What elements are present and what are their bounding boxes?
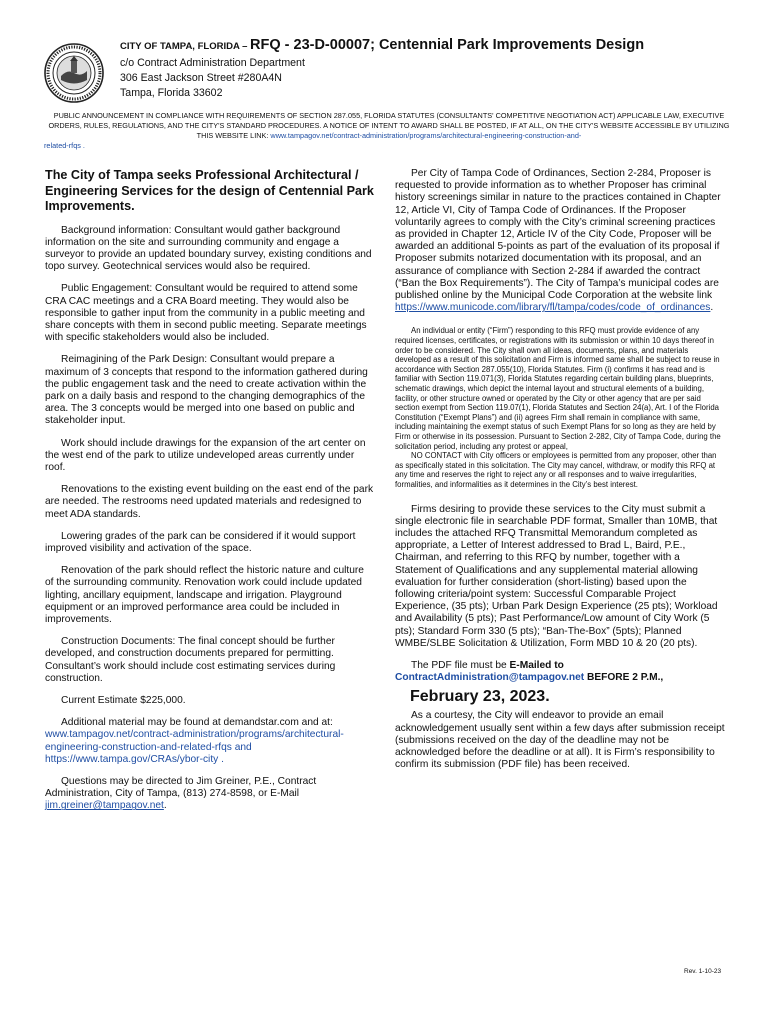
municode-link[interactable]: https://www.municode.com/library/fl/tampa/codes/code_of_ordinances <box>395 302 711 314</box>
ordinance-end: . <box>710 302 714 314</box>
fine-print-2: NO CONTACT with City officers or employees is permitted from any proposer, other than as specifically stated in this solicitation. The City may cancel, withdraw, or modify this RFQ at any time and reserves the right to reject any or all responses and to waive irregularities, formalities, and informalities as it determines in the City’s best interest. <box>395 451 717 489</box>
deadline-time: BEFORE 2 P.M., <box>584 672 664 684</box>
engagement-paragraph: Public Engagement: Consultant would be required to attend some CRA CAC meetings and a CRA Board meeting. They would also be responsible to gather input from the community in a public meeting and share concepts with them in second public meeting. Separate meetings with specific stakeholders would also be included. <box>45 283 367 344</box>
fine-print-1: An individual or entity (“Firm”) responding to this RFQ must provide evidence of any required licenses, certificates, or registrations with its submission or within 10 days thereof in order to be considered. The City shall own all ideas, documents, plans, and materials developed as a result of this solicitation and Firm is informed same shall be subject to reuse in accordance with Section 287.055(10), Florida Statutes. Firm (i) confirms it has read and is familiar with Section 119.071(3), Florida Statutes regarding certain building plans, blueprints, schematic drawings, which depict the internal layout and structural elements of a building, facility, or other structure owned or operated by the City or other agency that are per said section exempt from Section 119.07(1), Florida Statutes and Section 24(a), Art. I of the Florida Constitution (“Exempt Plans”) and (ii) agrees Firm shall remain in compliance with same, including maintaining the exempt status of such Exempt Plans for so long as they are held by Firm or otherwise in its possession. Pursuant to Section 2-282, City of Tampa Code, during the solicitation period, including any protest or appeal, <box>395 326 721 451</box>
fine-print <box>395 326 725 489</box>
additional-text: Additional material may be found at demandstar.com and at: <box>61 717 333 729</box>
ordinance-text: Per City of Tampa Code of Ordinances, Section 2-284, Proposer is requested to provide information as to whether Proposer has criminal history screenings similar in nature to the practices contained in Chapter 12, Article VI, City of Tampa Code of Ordinances. If the Proposer voluntarily agrees to comply with the City’s criminal screening practices as provided in Chapter 12, Article IV of the City Code, Proposer will be awarded an additional 5-points as part of the evaluation of its proposal if Proposer submits notarized documentation with its proposal, and an assurance of compliance with Section 2-284 if awarded the contract (“Ban the Box Requirements”). The City of Tampa’s municipal codes are published online by the Municipal Code Corporation at the website link <box>395 168 721 302</box>
notice-link[interactable]: www.tampagov.net/contract-administration/programs/architectural-engineering-construction-and- <box>270 131 582 140</box>
questions-paragraph <box>45 776 375 813</box>
city-seal-icon <box>44 43 104 103</box>
questions-end: . <box>163 800 167 812</box>
submission-paragraph: Firms desiring to provide these services to the City must submit a single electronic file in searchable PDF format, Smaller than 10MB, that includes the attached RFQ Transmittal Memorandum completed as appropriate, a Letter of Interest addressed to Brad L, Baird, P.E., Chairman, and referring to this RFQ by number, together with a Statement of Qualifications and any supplemental material allowing evaluation for further consideration (short-listing) based upon the following criteria/point system: Successful Comparable Project Experience, (35 pts); Urban Park Design Experience (25 pts); Workload and Availability (5 pts); Past Performance/Low amount of City Work (5 pts); Standard Form 330 (5 pts); “Ban-The-Box” (5pts); Planned WMBE/SLBE Solicitation & Utilization, Form MBD 10 & 20 (20 pts). <box>395 503 718 649</box>
address-line-1: c/o Contract Administration Department <box>120 57 305 69</box>
address-line-3: Tampa, Florida 33602 <box>120 87 223 99</box>
additional-paragraph <box>45 717 375 766</box>
submission-email-link[interactable]: ContractAdministration@tampagov.net <box>395 672 585 684</box>
additional-link[interactable]: www.tampagov.net/contract-administration/programs/architectural-engineering-construction-and-related-rfqs and https://www.tampa.gov/CRAs/ybor-city . <box>45 729 344 765</box>
culture-paragraph: Renovation of the park should reflect the historic nature and culture of the surrounding community. Renovation work could include updated lighting, ancillary equipment, landscape and irrigation. Playground equipment or an improved performance area could be included in improvements. <box>45 565 364 625</box>
ordinance-paragraph <box>395 168 725 314</box>
estimate-paragraph: Current Estimate $225,000. <box>61 695 186 706</box>
right-column <box>395 168 725 781</box>
document-header <box>120 36 740 101</box>
courtesy-paragraph: As a courtesy, the City will endeavor to provide an email acknowledgement usually sent within a few days after submission receipt (submissions received on the day of the deadline may not be acknowledged before the deadline or at all). It is Firm’s responsibility to confirm its submission (PDF file) has been received. <box>395 710 725 771</box>
contact-email-link[interactable]: jim.greiner@tampagov.net <box>45 800 164 812</box>
renovations-paragraph: Renovations to the existing event building on the east end of the park are needed. The restrooms need updated materials and redesigned to meet ADA standards. <box>45 484 374 520</box>
email-bold: E-Mailed to <box>509 659 564 671</box>
background-paragraph: Background information: Consultant would gather background information on the site and surrounding community and engage a surveyor to provide an updated boundary survey, existing conditions and topo survey. Geotechnical services would also be required. <box>45 224 372 273</box>
address-line-2: 306 East Jackson Street #280A4N <box>120 72 282 84</box>
drawings-paragraph: Work should include drawings for the expansion of the art center on the west end of the park to utilize undeveloped areas currently under roof. <box>45 437 366 473</box>
public-announcement-notice <box>44 111 734 151</box>
deadline-date: February 23, 2023. <box>410 688 550 706</box>
lowering-paragraph: Lowering grades of the park can be considered if it would support improved visibility and activation of the space. <box>45 530 356 554</box>
notice-link-cont[interactable]: related-rfqs . <box>44 141 85 150</box>
email-paragraph <box>395 660 725 684</box>
construction-paragraph: Construction Documents: The final concept should be further developed, and construction documents prepared for permitting. Consultant’s work should include cost estimating services during construction. <box>45 636 336 684</box>
page-title <box>120 36 740 56</box>
rfq-title: RFQ - 23-D-00007; Centennial Park Improvements Design <box>250 37 645 53</box>
main-headline: The City of Tampa seeks Professional Architectural / Engineering Services for the design of Centennial Park Improvements. <box>45 168 374 213</box>
email-intro: The PDF file must be <box>411 659 510 671</box>
left-column <box>45 168 375 823</box>
revision-label: Rev. 1-10-23 <box>684 968 722 975</box>
questions-text: Questions may be directed to Jim Greiner, P.E., Contract Administration, City of Tampa, (813) 274-8598, or E-Mail <box>45 776 317 800</box>
reimagining-paragraph: Reimagining of the Park Design: Consultant would prepare a maximum of 3 concepts that respond to the information gathered during the public engagement task and the need to create activation within the park on a daily basis and respond to the changing demographics of the area. The 3 concepts would be merged into one based on public and stakeholder input. <box>45 354 368 427</box>
city-label: CITY OF TAMPA, FLORIDA – <box>120 41 248 52</box>
notice-text: PUBLIC ANNOUNCEMENT IN COMPLIANCE WITH REQUIREMENTS OF SECTION 287.055, FLORIDA STATUTES (CONSULTANTS' COMPETITIVE NEGOTIATION ACT) APPLICABLE LAW, EXECUTIVE ORDERS, RULES, REGULATIONS, AND THE CITY'S STANDARD PROCEDURES. A NOTICE OF INTENT TO AWARD SHALL BE POSTED, IF AT ALL, ON THE CITY'S WEBSITE ACCESSIBLE BY UTILIZING THIS WEBSITE LINK: <box>48 111 730 140</box>
